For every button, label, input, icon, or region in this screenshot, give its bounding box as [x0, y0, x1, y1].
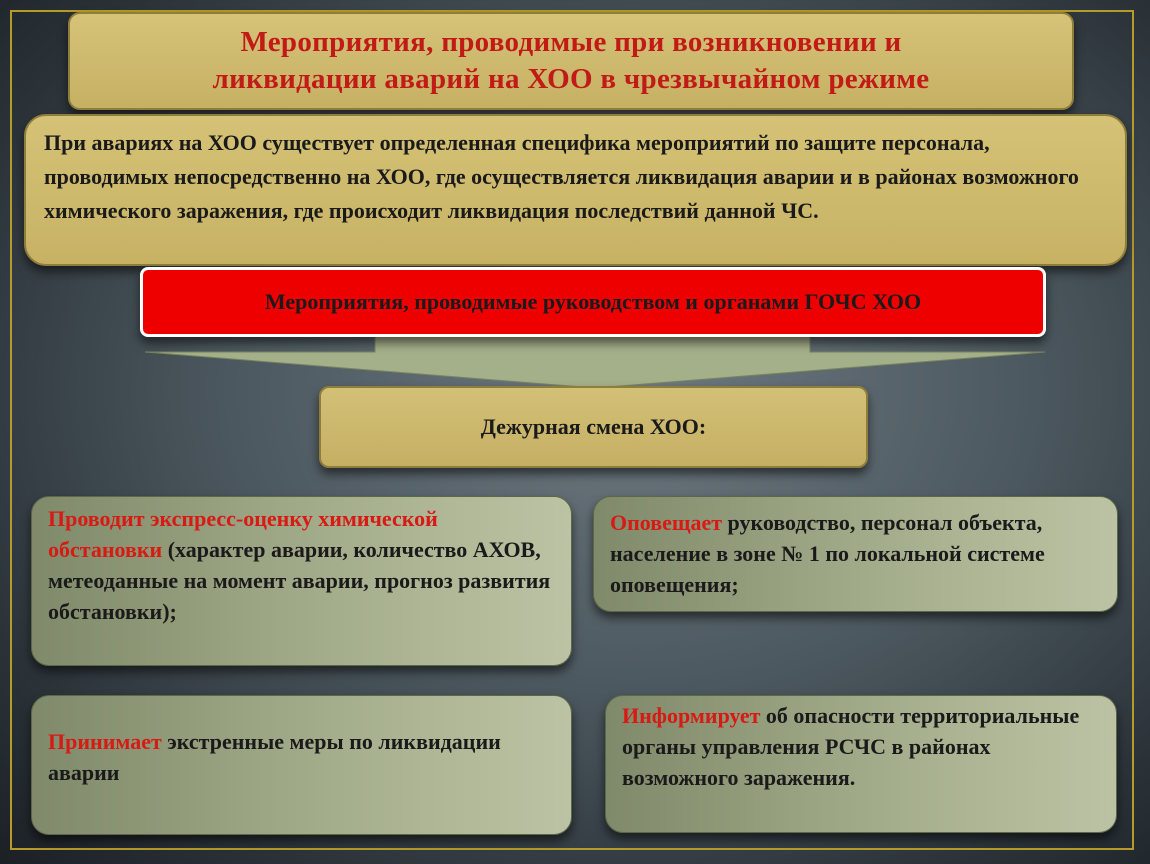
intro-box	[24, 114, 1127, 266]
action-box-respond	[31, 695, 572, 835]
title-line-2: ликвидации аварий на ХОО в чрезвычайном режиме	[212, 63, 930, 95]
action-text: руководство, персонал объекта, население в зоне № 1 по локальной системе оповещения;	[610, 510, 1045, 597]
intro-text: При авариях на ХОО существует определенная специфика мероприятий по защите персонала, проводимых непосредственно на ХОО, где осуществляется ликвидация аварии и в районах возможного химического заражения, где происходит ликвидация последствий данной ЧС.	[44, 130, 1079, 223]
action-highlight: Информирует	[622, 703, 761, 728]
action-box-inform	[605, 695, 1117, 833]
action-text: об опасности территориальные органы управления РСЧС в районах возможного заражения.	[622, 703, 1080, 790]
slide-title	[68, 12, 1074, 110]
action-box-assess	[31, 496, 572, 666]
duty-shift-label: Дежурная смена ХОО:	[480, 414, 707, 439]
management-text: Мероприятия, проводимые руководством и органами ГОЧС ХОО	[264, 289, 922, 314]
action-text-wrap	[48, 726, 557, 788]
duty-shift-box	[319, 386, 868, 468]
title-line-1: Мероприятия, проводимые при возникновении и	[240, 26, 902, 58]
management-banner	[140, 267, 1046, 337]
action-box-notify	[593, 496, 1118, 612]
action-highlight: Проводит экспресс-оценку химической обстановки	[48, 506, 438, 562]
action-highlight: Принимает	[48, 729, 162, 754]
action-text: экстренные меры по ликвидации аварии	[48, 729, 501, 785]
action-highlight: Оповещает	[610, 510, 723, 535]
action-text: (характер аварии, количество АХОВ, метеоданные на момент аварии, прогноз развития обстановки);	[48, 537, 551, 624]
